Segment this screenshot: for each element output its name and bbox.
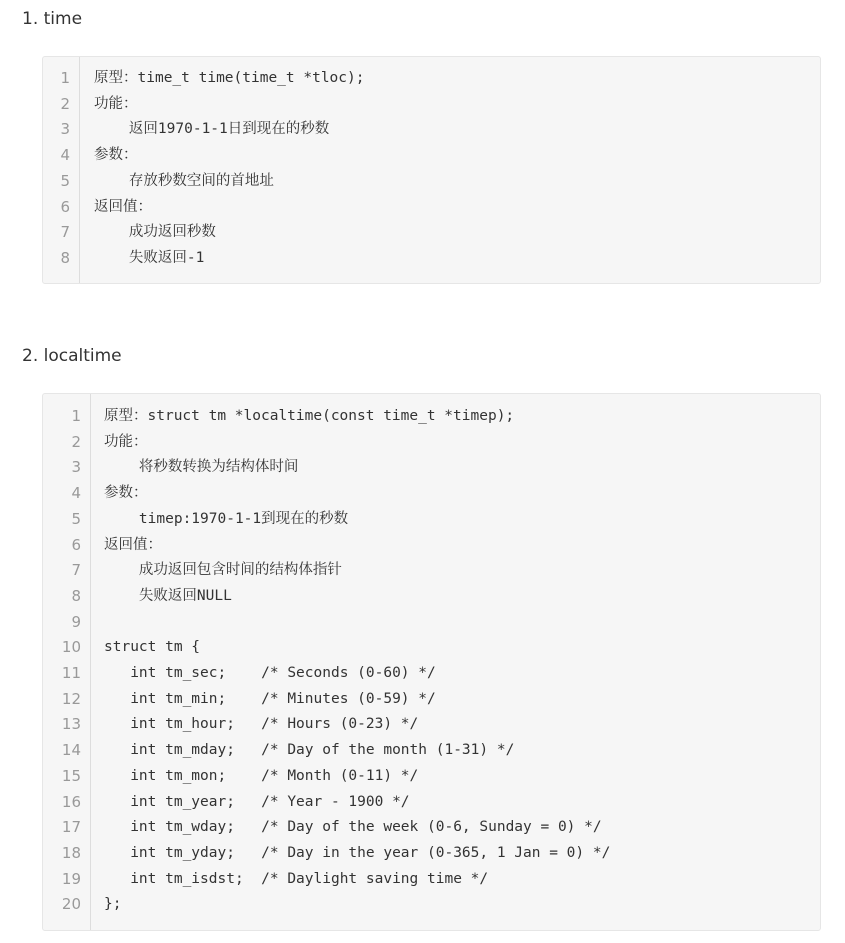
code-line	[43, 609, 820, 635]
code-line	[43, 480, 820, 506]
code-text: int tm_min; /* Minutes (0-59) */	[104, 690, 436, 707]
line-number: 15	[61, 766, 81, 785]
code-line	[43, 219, 820, 245]
code-text: 参数：	[104, 485, 148, 502]
code-line	[43, 583, 820, 609]
code-line	[43, 142, 820, 168]
code-line	[43, 245, 820, 271]
code-line	[43, 814, 820, 840]
line-number: 4	[60, 146, 70, 165]
code-text: int tm_isdst; /* Daylight saving time */	[104, 870, 489, 887]
line-number: 20	[61, 895, 81, 914]
code-text: 成功返回包含时间的结构体指针	[104, 562, 342, 579]
code-line	[43, 763, 820, 789]
line-number: 4	[71, 484, 81, 503]
line-number: 16	[61, 792, 81, 811]
code-text: int tm_hour; /* Hours (0-23) */	[104, 716, 419, 733]
line-number: 14	[61, 741, 81, 760]
code-text: int tm_year; /* Year - 1900 */	[104, 793, 410, 810]
code-line	[43, 634, 820, 660]
line-number: 18	[61, 843, 81, 862]
code-line	[43, 454, 820, 480]
code-line	[43, 403, 820, 429]
line-number: 7	[60, 223, 70, 242]
code-line	[43, 711, 820, 737]
code-line	[43, 686, 820, 712]
code-text: 失败返回-1	[94, 249, 205, 266]
line-number: 1	[60, 69, 70, 87]
code-text: 返回1970-1-1日到现在的秒数	[94, 121, 330, 138]
code-line	[43, 891, 820, 917]
code-text: 返回值：	[104, 536, 162, 553]
code-line	[43, 737, 820, 763]
code-text: 成功返回秒数	[94, 224, 216, 241]
line-number: 6	[71, 535, 81, 554]
code-text: 返回值：	[94, 198, 152, 215]
line-number: 13	[61, 715, 81, 734]
code-block-time	[42, 56, 821, 284]
line-number: 17	[61, 818, 81, 837]
code-text: 功能：	[104, 433, 148, 450]
code-line	[43, 116, 820, 142]
code-line	[43, 789, 820, 815]
section-heading-localtime: 2. localtime	[22, 346, 122, 366]
section-heading-time: 1. time	[22, 9, 83, 29]
code-line	[43, 429, 820, 455]
code-text: 原型：struct tm *localtime(const time_t *timep);	[104, 408, 515, 424]
code-text: int tm_yday; /* Day in the year (0-365, 1 Jan = 0) */	[104, 844, 611, 861]
line-number: 9	[71, 612, 81, 631]
code-line	[43, 866, 820, 892]
line-number: 5	[71, 509, 81, 528]
code-text: 失败返回NULL	[104, 587, 232, 604]
code-text: int tm_sec; /* Seconds (0-60) */	[104, 665, 436, 681]
code-text: 参数：	[94, 147, 138, 164]
line-number: 8	[71, 586, 81, 605]
line-number: 19	[61, 869, 81, 888]
code-line	[43, 91, 820, 117]
line-number: 10	[61, 638, 81, 657]
code-line	[43, 65, 820, 91]
line-number: 3	[71, 458, 81, 477]
line-number: 5	[60, 171, 70, 190]
line-number: 12	[61, 689, 81, 708]
line-number: 2	[60, 94, 70, 113]
code-line	[43, 840, 820, 866]
code-line	[43, 194, 820, 220]
line-number: 1	[71, 407, 81, 425]
line-number: 2	[71, 432, 81, 451]
code-text: int tm_mon; /* Month (0-11) */	[104, 767, 419, 784]
code-text: timep:1970-1-1到现在的秒数	[104, 510, 349, 527]
line-number: 8	[60, 248, 70, 267]
code-line	[43, 557, 820, 583]
line-number: 7	[71, 561, 81, 580]
code-text: 存放秒数空间的首地址	[94, 172, 274, 189]
code-text: struct tm {	[104, 639, 201, 656]
code-text: 将秒数转换为结构体时间	[104, 459, 299, 476]
code-text: int tm_mday; /* Day of the month (1-31) */	[104, 742, 515, 759]
code-line	[43, 660, 820, 686]
code-block-localtime	[42, 393, 821, 931]
code-text: };	[104, 896, 122, 913]
line-number: 11	[61, 664, 81, 682]
code-line	[43, 532, 820, 558]
line-number: 3	[60, 120, 70, 139]
code-text: 功能：	[94, 95, 138, 112]
code-line	[43, 168, 820, 194]
line-number: 6	[60, 197, 70, 216]
code-text: 原型：time_t time(time_t *tloc);	[94, 70, 365, 86]
code-text: int tm_wday; /* Day of the week (0-6, Sunday = 0) */	[104, 819, 602, 836]
code-line	[43, 506, 820, 532]
